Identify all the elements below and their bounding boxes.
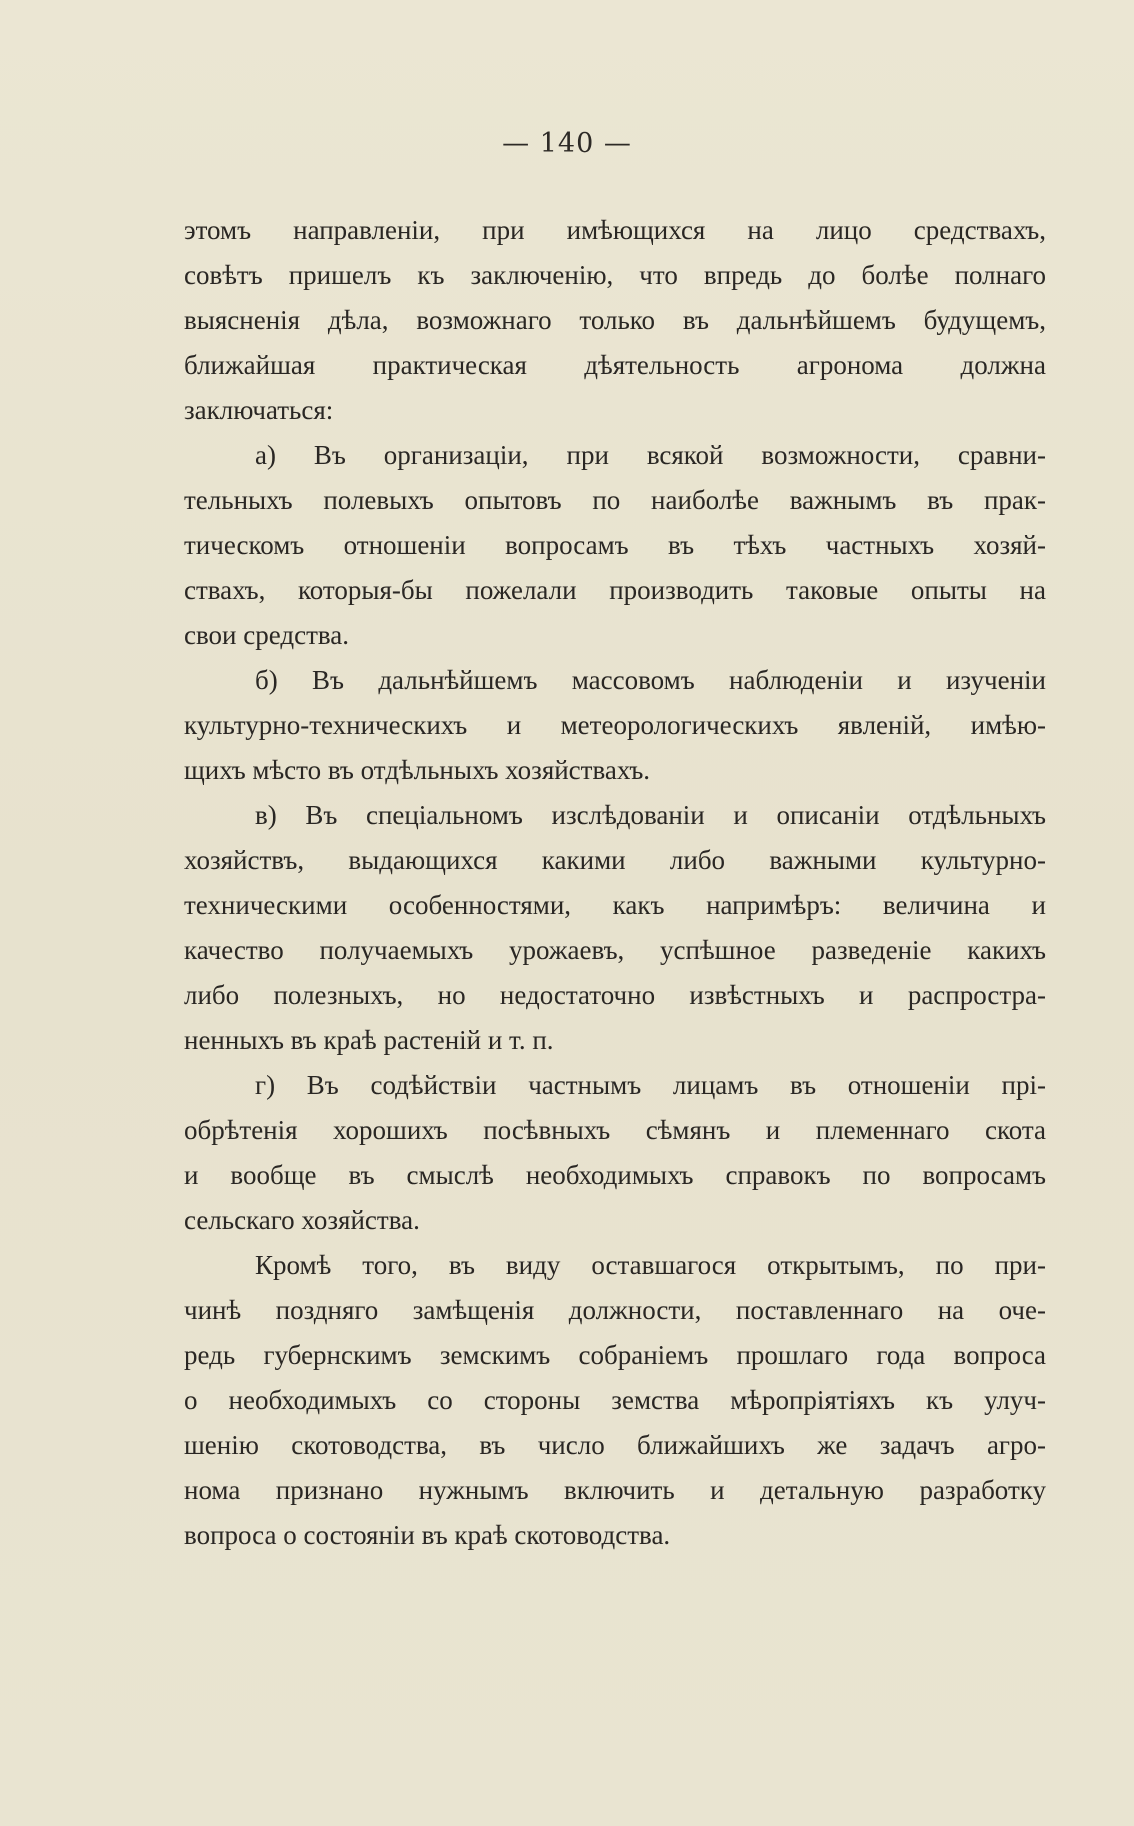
text-line: культурно-техническихъ и метеорологическихъ явленій, имѣю- — [184, 710, 1046, 740]
text-line: тельныхъ полевыхъ опытовъ по наиболѣе важнымъ въ прак- — [184, 485, 1046, 515]
text-line: нома признано нужнымъ включить и детальную разработку — [184, 1475, 1046, 1505]
text-line: шенію скотоводства, въ число ближайшихъ же задачъ агро- — [184, 1430, 1046, 1460]
text-line: техническими особенностями, какъ напримѣръ: величина и — [184, 890, 1046, 920]
text-line: обрѣтенія хорошихъ посѣвныхъ сѣмянъ и племеннаго скота — [184, 1115, 1046, 1145]
text-line: совѣтъ пришелъ къ заключенію, что впредь до болѣе полнаго — [184, 260, 1046, 290]
text-line: вопроса о состояніи въ краѣ скотоводства. — [184, 1520, 671, 1550]
text-line: этомъ направленіи, при имѣющихся на лицо средствахъ, — [184, 215, 1046, 245]
text-line: г) Въ содѣйствіи частнымъ лицамъ въ отношеніи прі- — [255, 1070, 1046, 1100]
text-line: ненныхъ въ краѣ растеній и т. п. — [184, 1025, 554, 1055]
text-line: а) Въ организаціи, при всякой возможности, сравни- — [255, 440, 1046, 470]
text-line: в) Въ спеціальномъ изслѣдованіи и описаніи отдѣльныхъ — [255, 800, 1046, 830]
text-line: тическомъ отношеніи вопросамъ въ тѣхъ частныхъ хозяй- — [184, 530, 1046, 560]
text-line: и вообще въ смыслѣ необходимыхъ справокъ по вопросамъ — [184, 1160, 1046, 1190]
body-text — [184, 208, 1046, 1558]
text-line: выясненія дѣла, возможнаго только въ дальнѣйшемъ будущемъ, — [184, 305, 1046, 335]
page-number: — 140 — — [502, 128, 632, 159]
text-line: б) Въ дальнѣйшемъ массовомъ наблюденіи и изученіи — [255, 665, 1046, 695]
text-line: заключаться: — [184, 395, 334, 425]
text-line: качество получаемыхъ урожаевъ, успѣшное разведеніе какихъ — [184, 935, 1046, 965]
text-line: ствахъ, которыя-бы пожелали производить таковые опыты на — [184, 575, 1046, 605]
text-line: сельскаго хозяйства. — [184, 1205, 420, 1235]
text-line: чинѣ поздняго замѣщенія должности, поставленнаго на оче- — [184, 1295, 1046, 1325]
text-line: щихъ мѣсто въ отдѣльныхъ хозяйствахъ. — [184, 755, 651, 785]
text-line: либо полезныхъ, но недостаточно извѣстныхъ и распростра- — [184, 980, 1046, 1010]
text-line: свои средства. — [184, 620, 350, 650]
text-line: Кромѣ того, въ виду оставшагося открытымъ, по при- — [255, 1250, 1046, 1280]
text-line: хозяйствъ, выдающихся какими либо важными культурно- — [184, 845, 1046, 875]
text-line: ближайшая практическая дѣятельность агронома должна — [184, 350, 1046, 380]
text-line: о необходимыхъ со стороны земства мѣропріятіяхъ къ улуч- — [184, 1385, 1046, 1415]
text-line: редь губернскимъ земскимъ собраніемъ прошлаго года вопроса — [184, 1340, 1046, 1370]
